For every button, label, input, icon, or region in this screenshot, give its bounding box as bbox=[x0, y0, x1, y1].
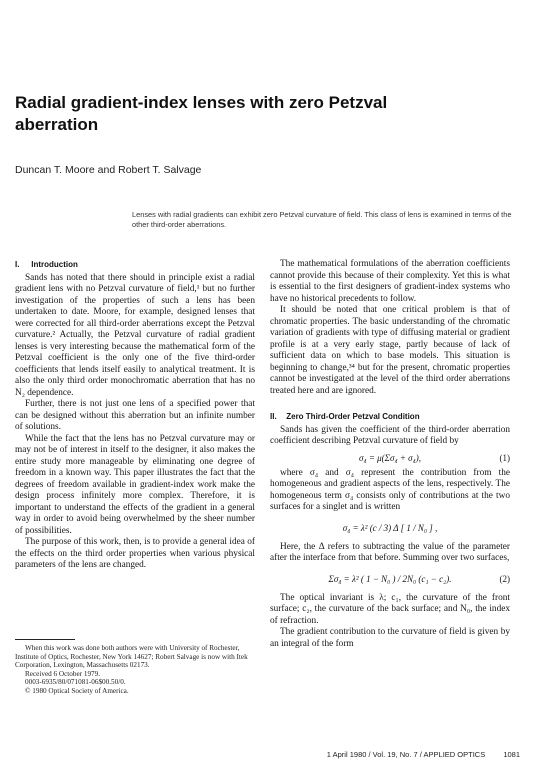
paragraph: where σ₄ and σ₄ represent the contribution from the homogeneous and gradient aspects of the lens, respectively. The homogeneous term σ₄ consists only of contributions at the two surfaces for a singlet and is written bbox=[270, 467, 510, 512]
right-column bbox=[270, 259, 510, 650]
paper-authors: Duncan T. Moore and Robert T. Salvage bbox=[15, 164, 202, 176]
paragraph: The gradient contribution to the curvature of field is given by an integral of the form bbox=[270, 627, 510, 649]
paragraph: Sands has noted that there should in principle exist a radial gradient lens with no Petzval curvature of field,¹ but no further investigation of the properties of such a lens has been undertaken to date. Moore, for example, designed lenses that were corrected for all third-order aberrations except the Petzval curvature.² Actually, the Petzval curvature of radial gradient lenses is very interesting because the mathematical form of the Petzval coefficient is the only one of the five third-order coefficients that lends itself easily to analytical treatment. It is also the only third order monochromatic aberration that has no N₂ dependence. bbox=[15, 272, 255, 398]
page-number: 1081 bbox=[503, 750, 520, 759]
journal-citation: 1 April 1980 / Vol. 19, No. 7 / APPLIED OPTICS bbox=[326, 750, 486, 759]
footnote bbox=[15, 644, 255, 696]
paragraph: The optical invariant is λ; c₁, the curvature of the front surface; c₂, the curvature of the back surface; and N₀, the index of refraction. bbox=[270, 592, 510, 626]
equation-number: (1) bbox=[499, 452, 510, 463]
footnote-received: Received 6 October 1979. bbox=[25, 669, 101, 678]
footnote-code: 0003-6935/80/071081-06$00.50/0. bbox=[25, 678, 126, 687]
paragraph: Sands has given the coefficient of the third-order aberration coefficient describing Petzval curvature of field by bbox=[270, 424, 510, 446]
page-footer bbox=[300, 750, 520, 759]
paper-title: Radial gradient-index lenses with zero Petzval aberration bbox=[15, 93, 388, 134]
paragraph: Here, the Δ refers to subtracting the value of the parameter after the interface from that before. Summing over two surfaces, bbox=[270, 541, 510, 563]
left-column bbox=[15, 259, 255, 572]
footnote-affiliation: When this work was done both authors were with University of Rochester, Institute of Optics, Rochester, New York 14627; Robert Salvage is now with Itek Corporation, Lexington, Massachusetts 02173. bbox=[15, 644, 248, 670]
paragraph: The mathematical formulations of the aberration coefficients cannot provide this because of their complexity. Yet this is what is essential to the first designers of gradient-index systems who have no historical precedents to follow. bbox=[270, 259, 510, 304]
section-number: I. bbox=[15, 260, 20, 269]
equation-number: (2) bbox=[499, 573, 510, 584]
section-number: II. bbox=[270, 412, 277, 421]
equation-1 bbox=[270, 451, 510, 465]
equation-surface-term bbox=[270, 517, 510, 539]
section-heading-petzval bbox=[270, 411, 510, 423]
footnote-divider bbox=[15, 639, 75, 640]
paragraph: While the fact that the lens has no Petzval curvature may or may not be of interest in itself to the designer, it also makes the entire study more manageable by eliminating one degree of freedom in a known way. This paper illustrates the fact that the degrees of freedom available in gradient-index work make the design process infinitely more complex. Therefore, it is important to understand the effects of the gradient in a general way in order to avoid being overwhelmed by the sheer number of possibilities. bbox=[15, 433, 255, 536]
section-heading-introduction bbox=[15, 259, 255, 271]
section-title: Zero Third-Order Petzval Condition bbox=[286, 412, 420, 421]
paragraph: It should be noted that one critical problem is that of chromatic properties. The basic understanding of the chromatic variation of gradients with type of diffusing material or gradient profile is at a very early stage, partly because of lack of sufficient data on which to base models. This situation is beginning to change,³⁴ but for the present, chromatic properties cannot be investigated at the level of the third order aberrations treated here and are ignored. bbox=[270, 305, 510, 396]
equation-2 bbox=[270, 568, 510, 590]
section-title: Introduction bbox=[31, 260, 78, 269]
equation-expression: Σσ₄ = λ² ( 1 − N₀ ) / 2N₀ (c₁ − c₂). bbox=[328, 573, 452, 584]
equation-expression: σ₄ = μ(Σσ₄ + σ₄), bbox=[359, 452, 421, 463]
paragraph: Further, there is not just one lens of a specified power that can be designed without this aberration but an infinite number of solutions. bbox=[15, 399, 255, 432]
abstract: Lenses with radial gradients can exhibit zero Petzval curvature of field. This class of lens is examined in terms of the other third-order aberrations. bbox=[132, 210, 512, 229]
equation-expression: σ₄ = λ² (c / 3) Δ [ 1 / N₀ ] , bbox=[342, 522, 438, 533]
footnote-copyright: © 1980 Optical Society of America. bbox=[25, 686, 129, 695]
paragraph: The purpose of this work, then, is to provide a general idea of the effects on the third order properties when various physical parameters of the lens are changed. bbox=[15, 537, 255, 570]
